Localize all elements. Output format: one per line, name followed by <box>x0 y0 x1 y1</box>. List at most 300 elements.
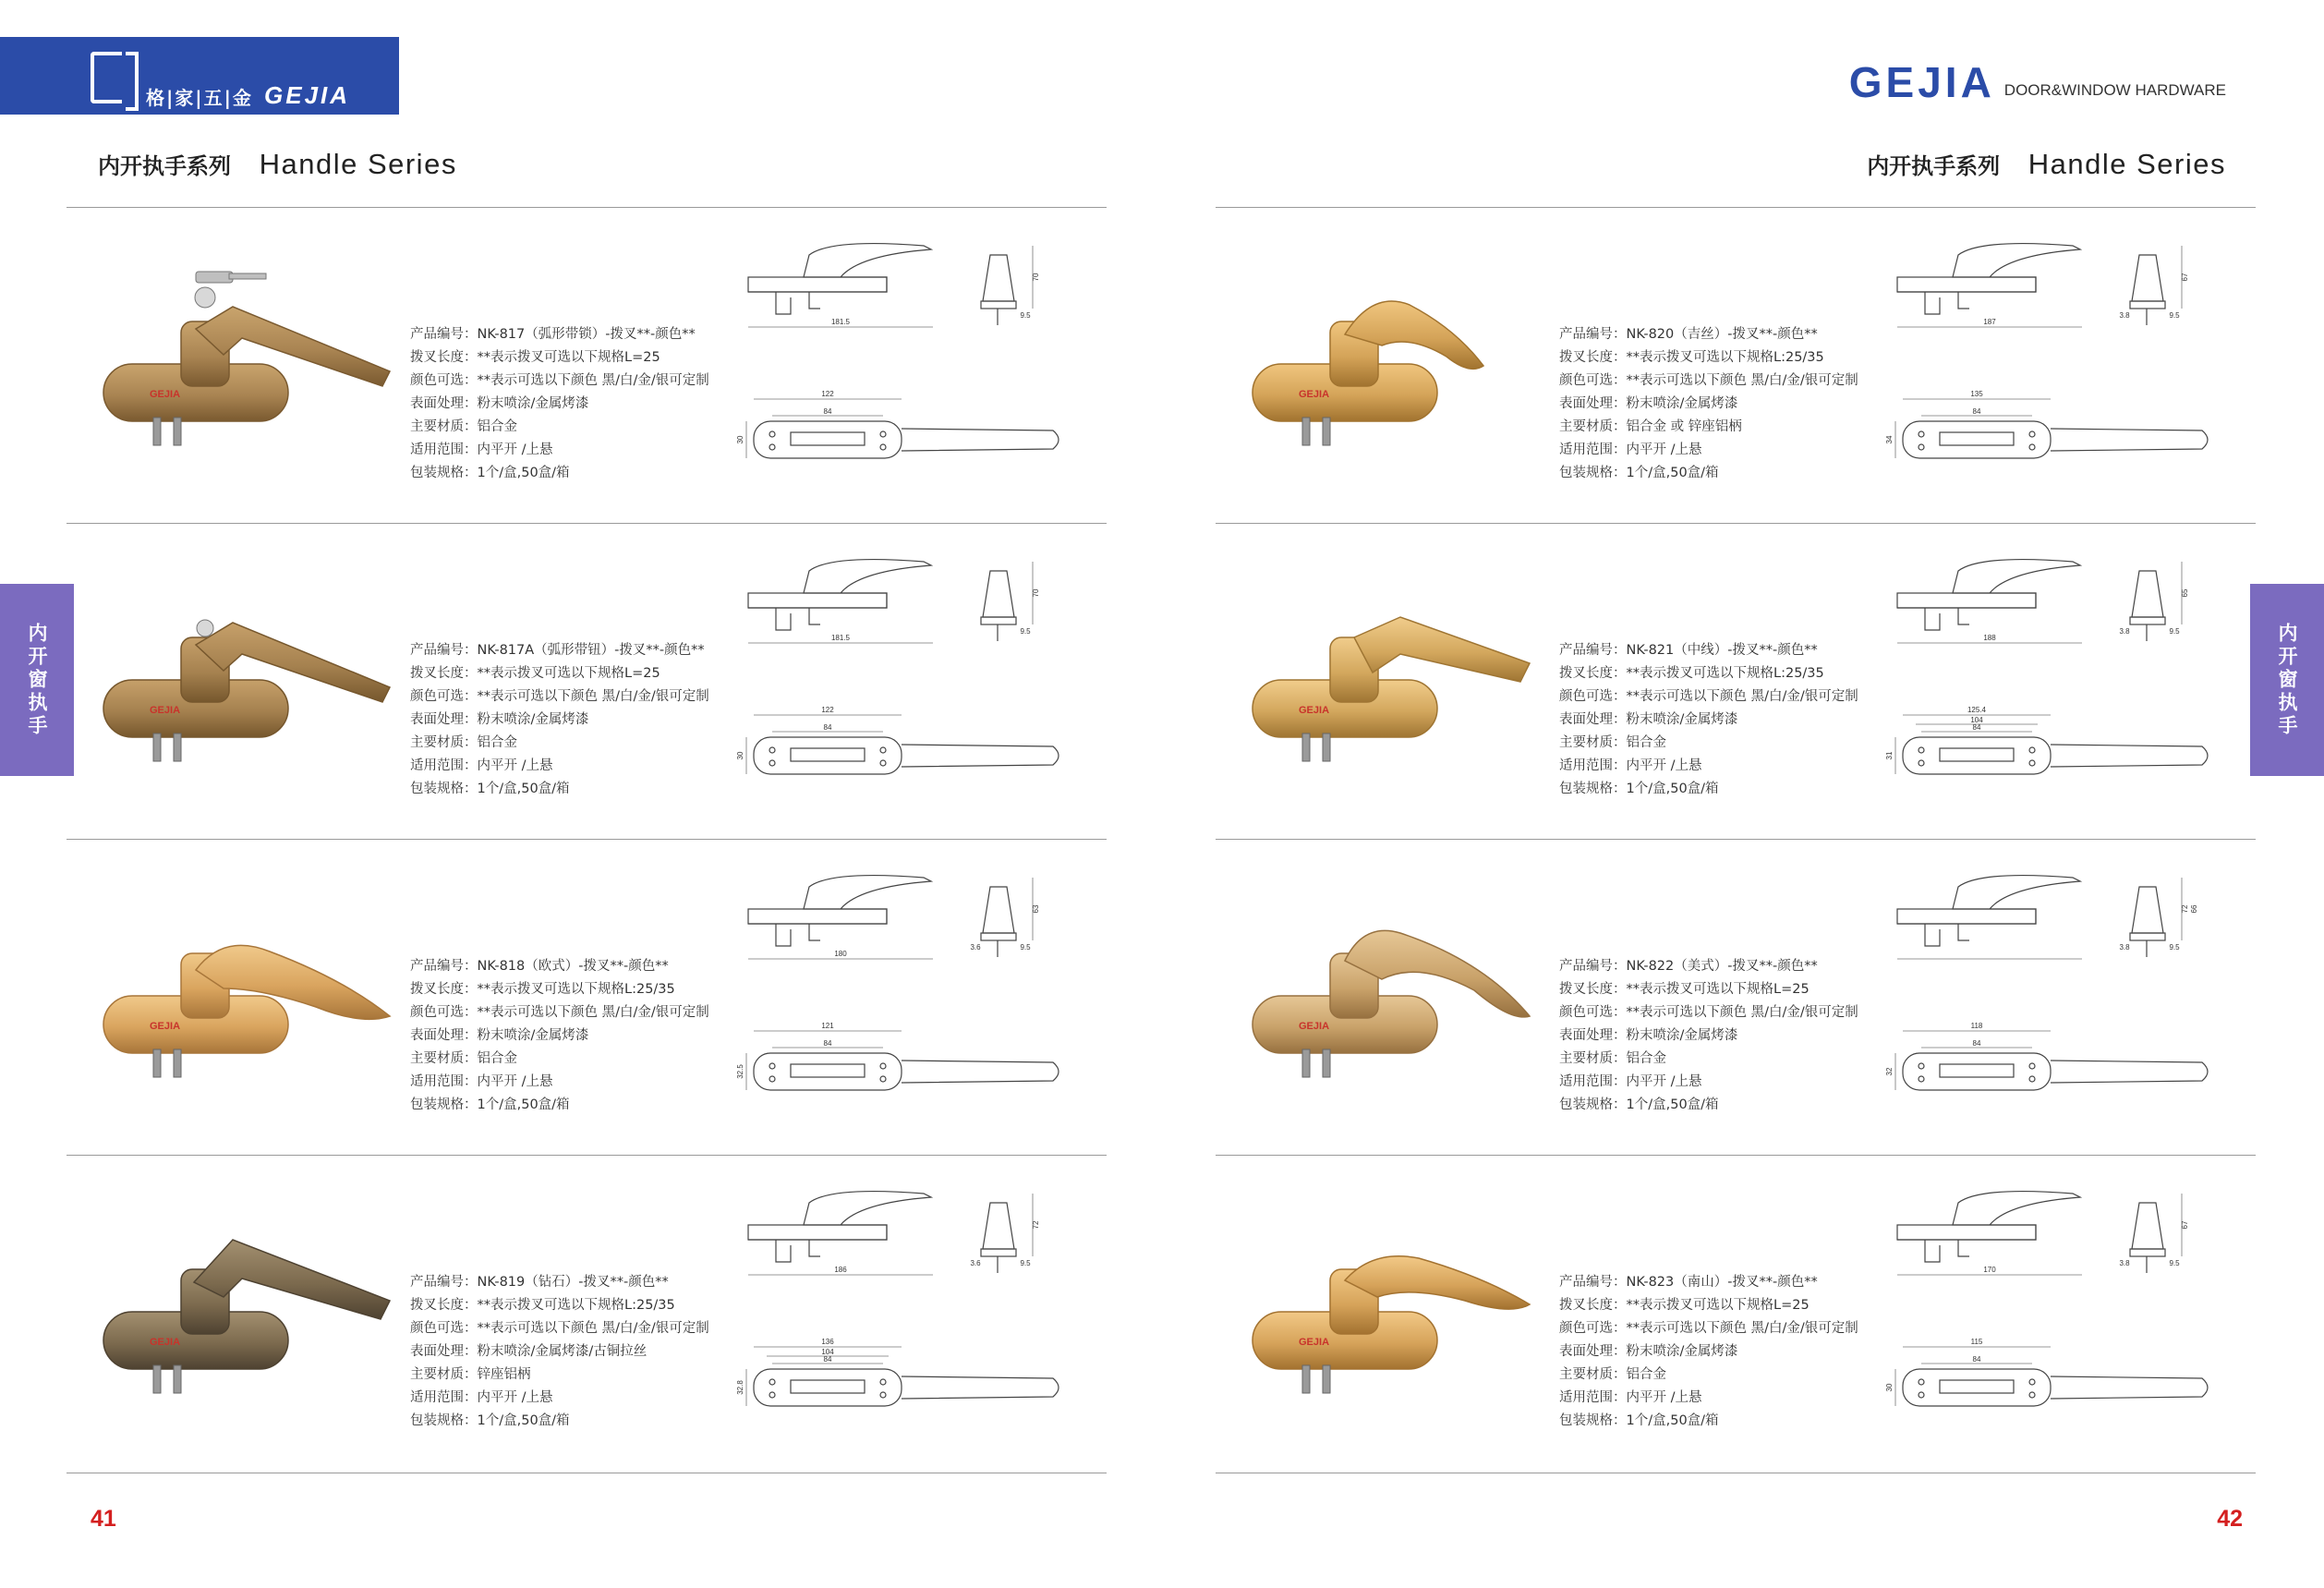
dimension-label: 115 <box>1970 1338 1983 1346</box>
screw-hole-icon <box>880 1076 886 1082</box>
side-tab: 内开窗执手 <box>0 584 74 776</box>
top-view-plate <box>1903 1053 2051 1090</box>
spec-line: 拨叉长度：**表示拨叉可选以下规格L=25 <box>1559 982 1810 997</box>
spindle-pin <box>153 418 161 445</box>
product-photo <box>1234 246 1567 467</box>
dimension-label: 3.8 <box>2119 311 2130 320</box>
spec-line: 主要材质：铝合金 <box>1559 1051 1666 1066</box>
spindle-pin <box>1302 1049 1310 1077</box>
dimension-label: 188 <box>1983 634 1996 642</box>
top-view-plate <box>754 1369 902 1406</box>
dimension-label: 84 <box>823 1039 832 1048</box>
dimension-label: 65 <box>2181 588 2189 598</box>
front-view-base <box>1897 909 2036 924</box>
dimension-label: 3.6 <box>970 1259 981 1267</box>
divider <box>1216 207 2256 208</box>
technical-drawing <box>1885 1166 2230 1471</box>
screw-hole-icon <box>1919 747 1924 753</box>
front-view-spindle <box>1925 924 1969 946</box>
spec-line: 主要材质：锌座铝柄 <box>410 1367 531 1382</box>
screw-hole-icon <box>880 444 886 450</box>
side-view-base <box>981 933 1016 940</box>
brand-right <box>1848 58 2226 106</box>
screw-hole-icon <box>769 1063 775 1069</box>
front-view-spindle <box>1925 608 1969 630</box>
product-photo <box>1234 562 1567 783</box>
spindle-pin <box>153 1365 161 1393</box>
dimension-label: 135 <box>1970 390 1983 398</box>
side-view-outline <box>2132 887 2163 933</box>
dimension-label: 84 <box>823 1355 832 1364</box>
drawing-svg <box>736 850 1081 1155</box>
dimension-label: 121 <box>821 1022 834 1030</box>
spec-line: 包装规格：1个/盒,50盒/箱 <box>410 782 570 796</box>
spec-line: 拨叉长度：**表示拨叉可选以下规格L=25 <box>1559 1298 1810 1313</box>
technical-drawing <box>1885 534 2230 839</box>
product-photo <box>1234 1194 1567 1415</box>
spindle-pin <box>174 418 181 445</box>
screw-hole-icon <box>2029 747 2035 753</box>
spec-line: 产品编号：NK-821（中线）-拨叉**-颜色** <box>1559 643 1818 658</box>
top-view-lever <box>2051 1376 2208 1399</box>
dimension-label: 181.5 <box>830 318 851 326</box>
screw-hole-icon <box>1919 1076 1924 1082</box>
dimension-label: 186 <box>834 1266 847 1274</box>
screw-hole-icon <box>1919 431 1924 437</box>
spec-line: 颜色可选：**表示可选以下颜色 黑/白/金/银可定制 <box>1559 689 1858 704</box>
side-view-base <box>2130 301 2165 309</box>
dimension-label: 84 <box>1972 723 1981 732</box>
dimension-label: 67 <box>2181 273 2189 282</box>
dimension-label: 30 <box>736 751 744 760</box>
product-row <box>1216 209 2256 523</box>
series-title-en: Handle Series <box>2027 148 2226 180</box>
screw-hole-icon <box>2029 1076 2035 1082</box>
dimension-label: 72 <box>2181 904 2189 914</box>
spec-line: 适用范围：内平开 /上悬 <box>410 1390 553 1405</box>
spec-line: 颜色可选：**表示可选以下颜色 黑/白/金/银可定制 <box>1559 373 1858 388</box>
divider <box>67 523 1107 524</box>
product-specs <box>1559 639 1858 801</box>
handle-image <box>85 878 418 1099</box>
top-view-slot <box>1940 748 2014 761</box>
screw-hole-icon <box>880 1063 886 1069</box>
drawing-svg <box>1885 1166 2230 1471</box>
dimension-label: 9.5 <box>2169 627 2180 636</box>
page-number: 42 <box>2217 1506 2243 1532</box>
side-view-outline <box>983 255 1014 301</box>
dimension-label: 32.8 <box>736 1380 744 1395</box>
front-view-base <box>1897 593 2036 608</box>
side-view-outline <box>983 887 1014 933</box>
dimension-label: 122 <box>821 390 834 398</box>
product-row <box>67 209 1107 523</box>
divider <box>67 207 1107 208</box>
side-view-base <box>2130 617 2165 624</box>
technical-drawing <box>736 1166 1081 1471</box>
front-view-base <box>748 909 887 924</box>
dimension-label: 187 <box>1983 318 1996 326</box>
drawing-svg <box>1885 218 2230 523</box>
spec-line: 适用范围：内平开 /上悬 <box>1559 1074 1702 1089</box>
lock-cylinder <box>195 287 215 308</box>
front-view-spindle <box>776 608 820 630</box>
spindle-pin <box>1323 418 1330 445</box>
spindle-pin <box>174 1365 181 1393</box>
handle-image <box>85 246 418 467</box>
handle-brand-mark: GEJIA <box>1299 705 1330 716</box>
spindle-pin <box>1323 733 1330 761</box>
dimension-label: 67 <box>2181 1220 2189 1230</box>
spec-line: 适用范围：内平开 /上悬 <box>410 442 553 457</box>
spec-line: 产品编号：NK-818（欧式）-拨叉**-颜色** <box>410 959 669 974</box>
product-photo <box>85 878 418 1099</box>
top-view-lever <box>2051 1061 2208 1083</box>
front-view-outline <box>748 876 931 924</box>
product-row <box>67 1157 1107 1471</box>
screw-hole-icon <box>1919 1063 1924 1069</box>
spindle-pin <box>1323 1365 1330 1393</box>
dimension-label: 181.5 <box>830 634 851 642</box>
handle-image <box>1234 1194 1567 1415</box>
dimension-label: 70 <box>1032 588 1040 598</box>
dimension-label: 180 <box>834 950 847 958</box>
screw-hole-icon <box>2029 1063 2035 1069</box>
dimension-label: 30 <box>1885 1383 1894 1392</box>
side-view-outline <box>2132 1203 2163 1249</box>
top-view-slot <box>791 432 865 445</box>
drawing-svg <box>1885 850 2230 1155</box>
product-photo <box>85 246 418 467</box>
product-specs <box>1559 323 1858 485</box>
top-view-slot <box>1940 1064 2014 1077</box>
spec-line: 颜色可选：**表示可选以下颜色 黑/白/金/银可定制 <box>1559 1321 1858 1336</box>
screw-hole-icon <box>880 1392 886 1398</box>
spec-line: 拨叉长度：**表示拨叉可选以下规格L:25/35 <box>1559 666 1824 681</box>
dimension-label: 3.8 <box>2119 1259 2130 1267</box>
spec-line: 主要材质：铝合金 <box>1559 735 1666 750</box>
dimension-label: 125.4 <box>1967 706 1987 714</box>
spec-line: 表面处理：粉末喷涂/金属烤漆 <box>410 712 589 727</box>
handle-image <box>85 562 418 783</box>
spec-line: 包装规格：1个/盒,50盒/箱 <box>410 1413 570 1428</box>
side-view-base <box>2130 1249 2165 1256</box>
front-view-spindle <box>776 292 820 314</box>
series-title-cn: 内开执手系列 <box>1867 153 2001 179</box>
page-right <box>1162 0 2324 1588</box>
spindle-pin <box>1302 1365 1310 1393</box>
spindle-pin <box>174 1049 181 1077</box>
logo-block <box>0 37 399 115</box>
technical-drawing <box>736 850 1081 1155</box>
spec-line: 包装规格：1个/盒,50盒/箱 <box>410 466 570 480</box>
logo-en: GEJIA <box>264 81 351 109</box>
dimension-label: 66 <box>2190 904 2198 914</box>
dimension-label: 31 <box>1885 751 1894 760</box>
product-row <box>67 841 1107 1155</box>
front-view-spindle <box>1925 292 1969 314</box>
spec-line: 颜色可选：**表示可选以下颜色 黑/白/金/银可定制 <box>410 373 709 388</box>
handle-brand-mark: GEJIA <box>1299 1337 1330 1348</box>
side-view-base <box>981 301 1016 309</box>
spec-line: 颜色可选：**表示可选以下颜色 黑/白/金/银可定制 <box>410 689 709 704</box>
handle-image <box>1234 246 1567 467</box>
product-specs <box>410 323 709 485</box>
top-view-plate <box>1903 421 2051 458</box>
spec-line: 拨叉长度：**表示拨叉可选以下规格L=25 <box>410 350 660 365</box>
product-row <box>1216 1157 2256 1471</box>
spec-line: 表面处理：粉末喷涂/金属烤漆 <box>1559 1344 1738 1359</box>
screw-hole-icon <box>2029 1379 2035 1385</box>
dimension-label: 30 <box>736 435 744 444</box>
dimension-label: 9.5 <box>1020 1259 1031 1267</box>
spindle-pin <box>1323 1049 1330 1077</box>
top-view-slot <box>791 1380 865 1393</box>
side-tab: 内开窗执手 <box>2250 584 2324 776</box>
spec-line: 适用范围：内平开 /上悬 <box>1559 758 1702 773</box>
front-view-spindle <box>776 1240 820 1262</box>
dimension-label: 72 <box>1032 1220 1040 1230</box>
product-specs <box>1559 1271 1858 1433</box>
front-view-outline <box>748 244 931 292</box>
handle-image <box>1234 878 1567 1099</box>
handle-brand-mark: GEJIA <box>1299 389 1330 400</box>
brand-logo: GEJIA <box>1848 58 1995 106</box>
handle-brand-mark: GEJIA <box>1299 1021 1330 1032</box>
dimension-label: 9.5 <box>2169 311 2180 320</box>
side-view-base <box>981 1249 1016 1256</box>
dimension-label: 34 <box>1885 435 1894 444</box>
spec-line: 表面处理：粉末喷涂/金属烤漆/古铜拉丝 <box>410 1344 648 1359</box>
spec-line: 包装规格：1个/盒,50盒/箱 <box>1559 782 1719 796</box>
spec-line: 包装规格：1个/盒,50盒/箱 <box>410 1097 570 1112</box>
product-specs <box>410 1271 709 1433</box>
top-view-lever <box>2051 745 2208 767</box>
spec-line: 拨叉长度：**表示拨叉可选以下规格L:25/35 <box>1559 350 1824 365</box>
dimension-label: 63 <box>1032 904 1040 914</box>
screw-hole-icon <box>880 1379 886 1385</box>
front-view-spindle <box>1925 1240 1969 1262</box>
spec-line: 主要材质：铝合金 或 锌座铝柄 <box>1559 419 1742 434</box>
spec-line: 颜色可选：**表示可选以下颜色 黑/白/金/银可定制 <box>410 1005 709 1020</box>
front-view-base <box>748 593 887 608</box>
handle-brand-mark: GEJIA <box>150 1021 181 1032</box>
handle-brand-mark: GEJIA <box>150 1337 181 1348</box>
product-row <box>67 525 1107 839</box>
key-blade <box>229 273 266 279</box>
screw-hole-icon <box>769 1076 775 1082</box>
spec-line: 产品编号：NK-820（吉丝）-拨叉**-颜色** <box>1559 327 1818 342</box>
product-specs <box>1559 955 1858 1117</box>
dimension-label: 32.5 <box>736 1064 744 1079</box>
product-specs <box>410 639 709 801</box>
spec-line: 颜色可选：**表示可选以下颜色 黑/白/金/银可定制 <box>1559 1005 1858 1020</box>
product-photo <box>85 1194 418 1415</box>
top-view-lever <box>902 1061 1059 1083</box>
technical-drawing <box>736 534 1081 839</box>
side-view-base <box>981 617 1016 624</box>
screw-hole-icon <box>1919 1379 1924 1385</box>
dimension-label: 3.8 <box>2119 943 2130 952</box>
top-view-lever <box>902 429 1059 451</box>
spec-line: 拨叉长度：**表示拨叉可选以下规格L:25/35 <box>410 1298 675 1313</box>
screw-hole-icon <box>2029 444 2035 450</box>
spec-line: 适用范围：内平开 /上悬 <box>410 1074 553 1089</box>
screw-hole-icon <box>769 431 775 437</box>
dimension-label: 9.5 <box>1020 627 1031 636</box>
product-photo <box>85 562 418 783</box>
series-title-en: Handle Series <box>259 148 457 180</box>
spec-line: 表面处理：粉末喷涂/金属烤漆 <box>1559 712 1738 727</box>
top-view-plate <box>754 1053 902 1090</box>
spec-line: 主要材质：铝合金 <box>410 1051 517 1066</box>
top-view-plate <box>754 421 902 458</box>
screw-hole-icon <box>769 1379 775 1385</box>
spec-line: 包装规格：1个/盒,50盒/箱 <box>1559 1097 1719 1112</box>
top-view-slot <box>791 748 865 761</box>
series-title <box>98 148 457 181</box>
spindle-pin <box>1302 733 1310 761</box>
front-view-outline <box>1897 1192 2080 1240</box>
button-knob-icon <box>197 620 213 636</box>
logo-mark-icon <box>91 52 122 103</box>
divider <box>67 839 1107 840</box>
front-view-base <box>748 277 887 292</box>
dimension-label: 70 <box>1032 273 1040 282</box>
drawing-svg <box>736 218 1081 523</box>
screw-hole-icon <box>769 444 775 450</box>
front-view-base <box>1897 1225 2036 1240</box>
side-view-base <box>2130 933 2165 940</box>
top-view-lever <box>902 1376 1059 1399</box>
dimension-label: 3.8 <box>2119 627 2130 636</box>
handle-brand-mark: GEJIA <box>150 389 181 400</box>
spec-line: 包装规格：1个/盒,50盒/箱 <box>1559 1413 1719 1428</box>
dimension-label: 84 <box>1972 1039 1981 1048</box>
spec-line: 适用范围：内平开 /上悬 <box>410 758 553 773</box>
dimension-label: 84 <box>1972 1355 1981 1364</box>
spec-line: 拨叉长度：**表示拨叉可选以下规格L:25/35 <box>410 982 675 997</box>
spec-line: 产品编号：NK-819（钻石）-拨叉**-颜色** <box>410 1275 669 1290</box>
screw-hole-icon <box>880 760 886 766</box>
top-view-slot <box>791 1064 865 1077</box>
front-view-outline <box>748 1192 931 1240</box>
front-view-outline <box>748 560 931 608</box>
screw-hole-icon <box>1919 1392 1924 1398</box>
front-view-outline <box>1897 876 2080 924</box>
divider <box>67 1155 1107 1156</box>
logo-cn: 格|家|五|金 <box>146 87 253 109</box>
technical-drawing <box>1885 850 2230 1155</box>
front-view-base <box>1897 277 2036 292</box>
screw-hole-icon <box>2029 760 2035 766</box>
screw-hole-icon <box>769 760 775 766</box>
side-view-outline <box>983 571 1014 617</box>
spec-line: 产品编号：NK-822（美式）-拨叉**-颜色** <box>1559 959 1818 974</box>
spec-line: 颜色可选：**表示可选以下颜色 黑/白/金/银可定制 <box>410 1321 709 1336</box>
side-view-outline <box>2132 255 2163 301</box>
brand-tagline: DOOR&WINDOW HARDWARE <box>2003 81 2226 99</box>
product-row <box>1216 841 2256 1155</box>
side-view-outline <box>2132 571 2163 617</box>
page-number: 41 <box>91 1506 116 1532</box>
spec-line: 适用范围：内平开 /上悬 <box>1559 442 1702 457</box>
spec-line: 表面处理：粉末喷涂/金属烤漆 <box>410 1028 589 1043</box>
dimension-label: 136 <box>821 1338 834 1346</box>
drawing-svg <box>1885 534 2230 839</box>
top-view-lever <box>2051 429 2208 451</box>
spec-line: 主要材质：铝合金 <box>410 419 517 434</box>
product-row <box>1216 525 2256 839</box>
screw-hole-icon <box>1919 444 1924 450</box>
spindle-pin <box>153 733 161 761</box>
dimension-label: 104 <box>1970 716 1983 724</box>
spec-line: 产品编号：NK-817A（弧形带钮）-拨叉**-颜色** <box>410 643 705 658</box>
dimension-label: 9.5 <box>2169 943 2180 952</box>
dimension-label: 84 <box>823 723 832 732</box>
handle-brand-mark: GEJIA <box>150 705 181 716</box>
product-photo <box>1234 878 1567 1099</box>
top-view-plate <box>1903 737 2051 774</box>
dimension-label: 122 <box>821 706 834 714</box>
spindle-pin <box>153 1049 161 1077</box>
spec-line: 主要材质：铝合金 <box>1559 1367 1666 1382</box>
dimension-label: 9.5 <box>1020 311 1031 320</box>
screw-hole-icon <box>2029 431 2035 437</box>
screw-hole-icon <box>769 1392 775 1398</box>
technical-drawing <box>1885 218 2230 523</box>
spec-line: 包装规格：1个/盒,50盒/箱 <box>1559 466 1719 480</box>
handle-image <box>1234 562 1567 783</box>
top-view-plate <box>1903 1369 2051 1406</box>
spec-line: 拨叉长度：**表示拨叉可选以下规格L=25 <box>410 666 660 681</box>
screw-hole-icon <box>2029 1392 2035 1398</box>
screw-hole-icon <box>1919 760 1924 766</box>
dimension-label: 84 <box>1972 407 1981 416</box>
dimension-label: 9.5 <box>1020 943 1031 952</box>
top-view-plate <box>754 737 902 774</box>
drawing-svg <box>736 534 1081 839</box>
spindle-pin <box>174 733 181 761</box>
front-view-outline <box>1897 244 2080 292</box>
dimension-label: 118 <box>1970 1022 1983 1030</box>
divider <box>1216 523 2256 524</box>
divider <box>1216 1155 2256 1156</box>
handle-image <box>85 1194 418 1415</box>
side-view-outline <box>983 1203 1014 1249</box>
dimension-label: 104 <box>821 1348 834 1356</box>
front-view-outline <box>1897 560 2080 608</box>
spec-line: 表面处理：粉末喷涂/金属烤漆 <box>1559 396 1738 411</box>
dimension-label: 32 <box>1885 1067 1894 1076</box>
spec-line: 产品编号：NK-823（南山）-拨叉**-颜色** <box>1559 1275 1818 1290</box>
spindle-pin <box>1302 418 1310 445</box>
spec-line: 表面处理：粉末喷涂/金属烤漆 <box>1559 1028 1738 1043</box>
screw-hole-icon <box>769 747 775 753</box>
handle-lever <box>1354 617 1530 682</box>
drawing-svg <box>736 1166 1081 1471</box>
series-title <box>1867 148 2226 181</box>
top-view-slot <box>1940 432 2014 445</box>
dimension-label: 170 <box>1983 1266 1996 1274</box>
front-view-spindle <box>776 924 820 946</box>
series-title-cn: 内开执手系列 <box>98 153 231 179</box>
top-view-slot <box>1940 1380 2014 1393</box>
dimension-label: 3.6 <box>970 943 981 952</box>
top-view-lever <box>902 745 1059 767</box>
technical-drawing <box>736 218 1081 523</box>
screw-hole-icon <box>880 747 886 753</box>
